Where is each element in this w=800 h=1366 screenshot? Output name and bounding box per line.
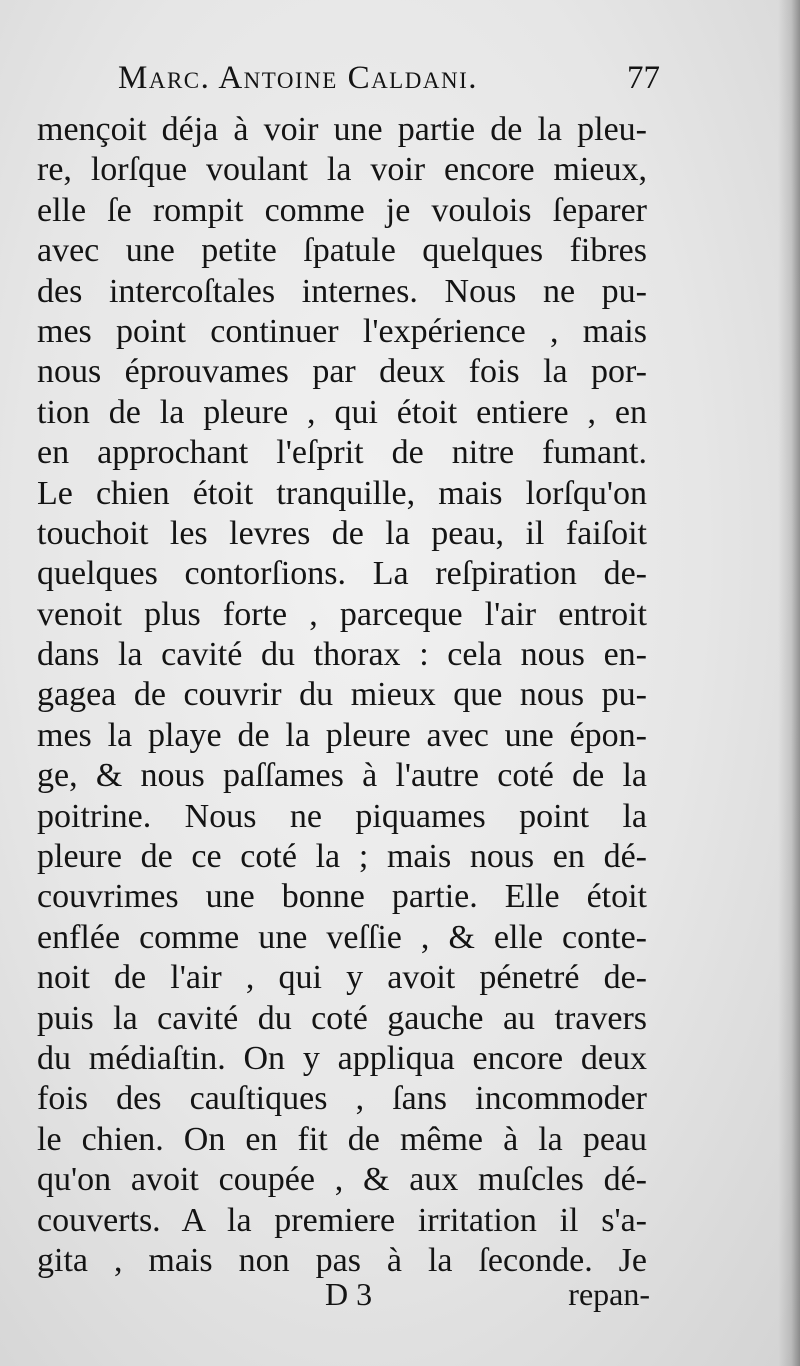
text-line: dans la cavité du thorax : cela nous en-	[37, 636, 647, 674]
text-line: avec une petite ſpatule quelques fibres	[37, 232, 647, 270]
text-line: gagea de couvrir du mieux que nous pu-	[37, 676, 647, 714]
text-line: couverts. A la premiere irritation il s'a-	[37, 1201, 647, 1239]
text-line: du médiaſtin. On y appliqua encore deux	[37, 1039, 647, 1077]
text-line: touchoit les levres de la peau, il faiſoit	[37, 514, 647, 552]
text-line: ge, & nous paſſames à l'autre coté de la	[37, 757, 647, 795]
text-line: gita , mais non pas à la ſeconde. Je	[37, 1241, 647, 1279]
text-line: en approchant l'eſprit de nitre fumant.	[37, 434, 647, 472]
text-line: mençoit déja à voir une partie de la pleu-	[37, 111, 647, 148]
text-line: enflée comme une veſſie , & elle conte-	[37, 918, 647, 956]
text-line: fois des cauſtiques , ſans incommoder	[37, 1080, 647, 1118]
text-line: mes point continuer l'expérience , mais	[37, 312, 647, 350]
text-line: des intercoſtales internes. Nous ne pu-	[37, 272, 647, 310]
page-edge-shadow	[778, 0, 800, 1366]
text-line: venoit plus forte , parceque l'air entroit	[37, 595, 647, 633]
text-line: Le chien étoit tranquille, mais lorſqu'on	[37, 474, 647, 512]
running-head	[60, 56, 660, 102]
body-text	[37, 110, 647, 1281]
text-line: tion de la pleure , qui étoit entiere , en	[37, 393, 647, 431]
text-line: pleure de ce coté la ; mais nous en dé-	[37, 838, 647, 876]
catchword: repan-	[568, 1276, 650, 1312]
text-line: le chien. On en fit de même à la peau	[37, 1120, 647, 1158]
text-line: puis la cavité du coté gauche au travers	[37, 999, 647, 1037]
text-line: couvrimes une bonne partie. Elle étoit	[37, 878, 647, 916]
text-line: poitrine. Nous ne piquames point la	[37, 797, 647, 835]
text-line: elle ſe rompit comme je voulois ſeparer	[37, 191, 647, 229]
text-line: noit de l'air , qui y avoit pénetré de-	[37, 959, 647, 997]
page-number: 77	[627, 60, 660, 96]
text-line: nous éprouvames par deux fois la por-	[37, 353, 647, 391]
text-line: re, lorſque voulant la voir encore mieux,	[37, 151, 647, 189]
text-line: qu'on avoit coupée , & aux muſcles dé-	[37, 1161, 647, 1199]
text-line: quelques contorſions. La reſpiration de-	[37, 555, 647, 593]
text-line: mes la playe de la pleure avec une épon-	[37, 716, 647, 754]
running-head-title: Marc. Antoine Caldani.	[118, 60, 478, 96]
signature-mark: D 3	[325, 1276, 373, 1312]
